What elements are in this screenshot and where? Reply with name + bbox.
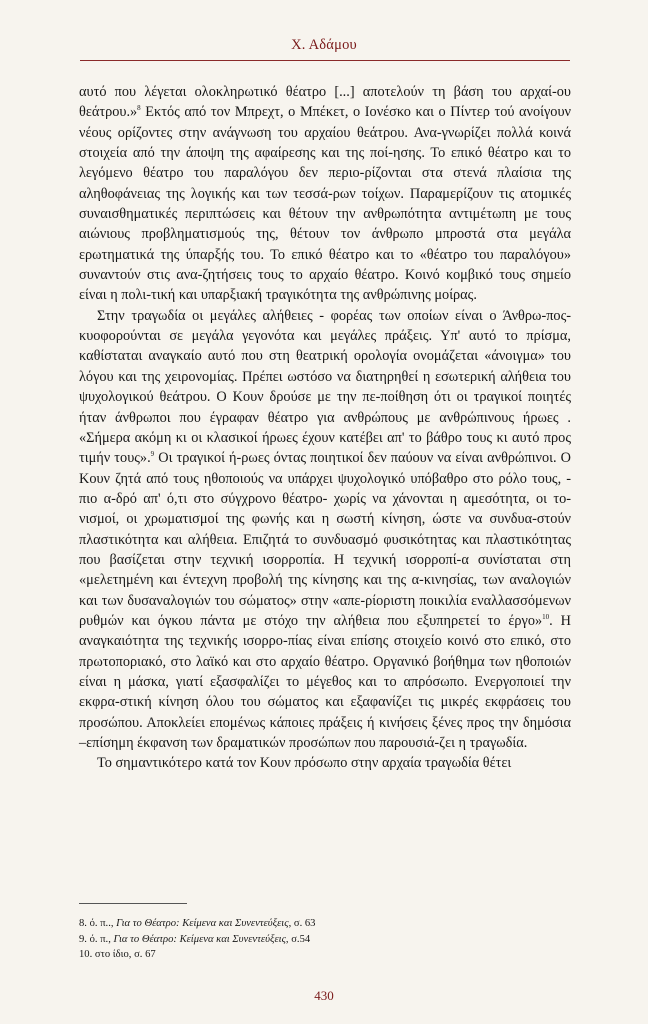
footnote-10 [79, 947, 571, 963]
footnote-number: 9. [79, 933, 87, 945]
footnote-prefix: ό. π., [86, 933, 114, 945]
paragraph-3-text: Το σημαντικότερο κατά τον Κουν πρόσωπο στην αρχαία τραγωδία θέτει [97, 755, 512, 772]
footnote-ref-8[interactable]: 8 [137, 104, 141, 113]
footnote-title: Για το Θέατρο: Κείμενα και Συνεντεύξεις [116, 918, 289, 929]
paragraph-1-text-b: Εκτός από τον Μπρεχτ, ο Μπέκετ, ο Ιονέσκο και ο Πίντερ τού ανοίγουν νέους ορίζοντες στην ανάγνωση του αρχαίου θεάτρου. Ανα-γνωρίζει πολλά κοινά στοιχεία από την άποψη της αφαίρεσης και της ποί-ησης. Το επικό θέατρο και το λεγόμενο θέατρο του παραλόγου δεν περιο-ρίζονται στα στενά πλαίσια της αληθοφάνειας της λογικής και των τεσσά-ρων τοίχων. Παραμερίζουν τις ατομικές συναισθηματικές περιπτώσεις και θέτουν την ανθρωπότητα αντιμέτωπη με τους αιώνιους προβληματισμούς της, θέτουν τον άνθρωπο μπροστά στα μεγάλα ερωτηματικά της ύπαρξής του. Το επικό θέατρο και το «θέατρο του παραλόγου» συναντούν στις ανα-ζητήσεις τους το αρχαίο θέατρο. Κοινό κομβικό τους σημείο είναι η πολι-τική και υπαρξιακή τραγικότητα της ανθρώπινης μοίρας. [79, 104, 571, 304]
footnote-8 [79, 916, 571, 932]
footnote-suffix: , σ.54 [285, 933, 311, 945]
footnote-prefix: στο ίδιο, σ. 67 [92, 949, 156, 960]
footnotes [79, 916, 571, 963]
footnote-ref-10[interactable]: 10 [542, 613, 550, 622]
paragraph-1 [79, 82, 571, 306]
footnote-9 [79, 932, 571, 948]
paragraph-2-text-a: Στην τραγωδία οι μεγάλες αλήθειες - φορέας των οποίων είναι ο Άνθρω-πος- κυοφορούνται σε μεγάλα γεγονότα και μεγάλες πράξεις. Υπ' αυτό το πρίσμα, καθίσταται αναγκαίο αυτό που στη θεατρική ορολογία ονομάζεται «άνοιγμα» του λόγου και της χειρονομίας. Πρέπει ωστόσο να διατηρηθεί η εσωτερική αλήθεια του ψυχολογικού θεάτρου. Ο Κουν δρούσε με την πε-ποίθηση ότι οι τραγικοί ποιητές ήταν άνθρωποι που έγραφαν θέατρο για ανθρώπους με ανθρώπινους ήρωες . «Σήμερα ακόμη κι οι κλασικοί ήρωες έχουν κατέβει απ' το βάθρο τους κι αυτό προς τιμήν τους». [79, 307, 571, 467]
footnote-prefix: ό. π.., [86, 918, 117, 929]
paragraph-2 [79, 306, 571, 754]
footnote-rule [79, 903, 187, 904]
paragraph-1-text-a: αυτό που λέγεται ολοκληρωτικό θέατρο [...] αποτελούν τη βάση του αρχαί-ου θεάτρου.» [79, 84, 571, 121]
paragraph-2-text-b: Οι τραγικοί ή-ρωες όντας ποιητικοί δεν παύουν να είναι ανθρώπινοι. Ο Κουν ζητά από τους ηθοποιούς να υπάρχει ψυχολογικό υπόβαθρο στο ρόλο τους, - πιο α-δρό απ' ό,τι στο σύγχρονο θέατρο- χωρίς να χάνονται η αμεσότητα, οι το-νισμοί, οι χρωματισμοί της φωνής και η σωστή κίνηση, ώστε να συνδυα-στούν πλαστικότητα και αλήθεια. Επιζητά το συνδυασμό φυσικότητας και πλαστικότητας που βασίζεται στην τεχνική ισορροπία. Η τεχνική ισορροπί-α συνίσταται στη «μελετημένη και έντεχνη προβολή της κίνησης και της α-κινησίας, των αναλογιών και των δυσαναλογιών του σώματος» στην «απε-ρίοριστη ποικιλία εναλλασσόμενων ρυθμών και όγκου πάντα με στόχο την αλήθεια που εξυπηρετεί το έργο» [79, 450, 571, 629]
paragraph-2-text-c: . Η αναγκαιότητα της τεχνικής ισορρο-πίας είναι επίσης στοιχείο κοινό στο επικό, στο πρωτοποριακό, στο λαϊκό και στο αρχαίο θέατρο. Οργανικό βοήθημα των ηθοποιών είναι η μάσκα, γιατί εξασφαλίζει το μέγεθος και το απρόσωπο. Ενεργοποιεί την εκφρα-στική κίνηση όλου του σώματος και εξαφανίζει τις μικρές εκφράσεις του προσώπου. Αποκλείει επομένως κάποιες πράξεις ή κινήσεις ξένες προς την δημόσια –επίσημη έκφανση των δραματικών προσώπων που παρουσιά-ζει η τραγωδία. [79, 612, 571, 751]
paragraph-3 [79, 753, 571, 773]
footnote-number: 8. [79, 918, 87, 929]
header-rule [80, 60, 570, 61]
page-number: 430 [314, 988, 334, 1003]
footnote-ref-9[interactable]: 9 [150, 450, 155, 459]
main-text [79, 82, 571, 774]
running-header: Χ. Αδάμου [291, 37, 357, 53]
footnote-title: Για το Θέατρο: Κείμενα και Συνεντεύξεις [113, 933, 286, 945]
footnote-number: 10. [79, 949, 93, 960]
footnote-suffix: , σ. 63 [288, 918, 316, 929]
